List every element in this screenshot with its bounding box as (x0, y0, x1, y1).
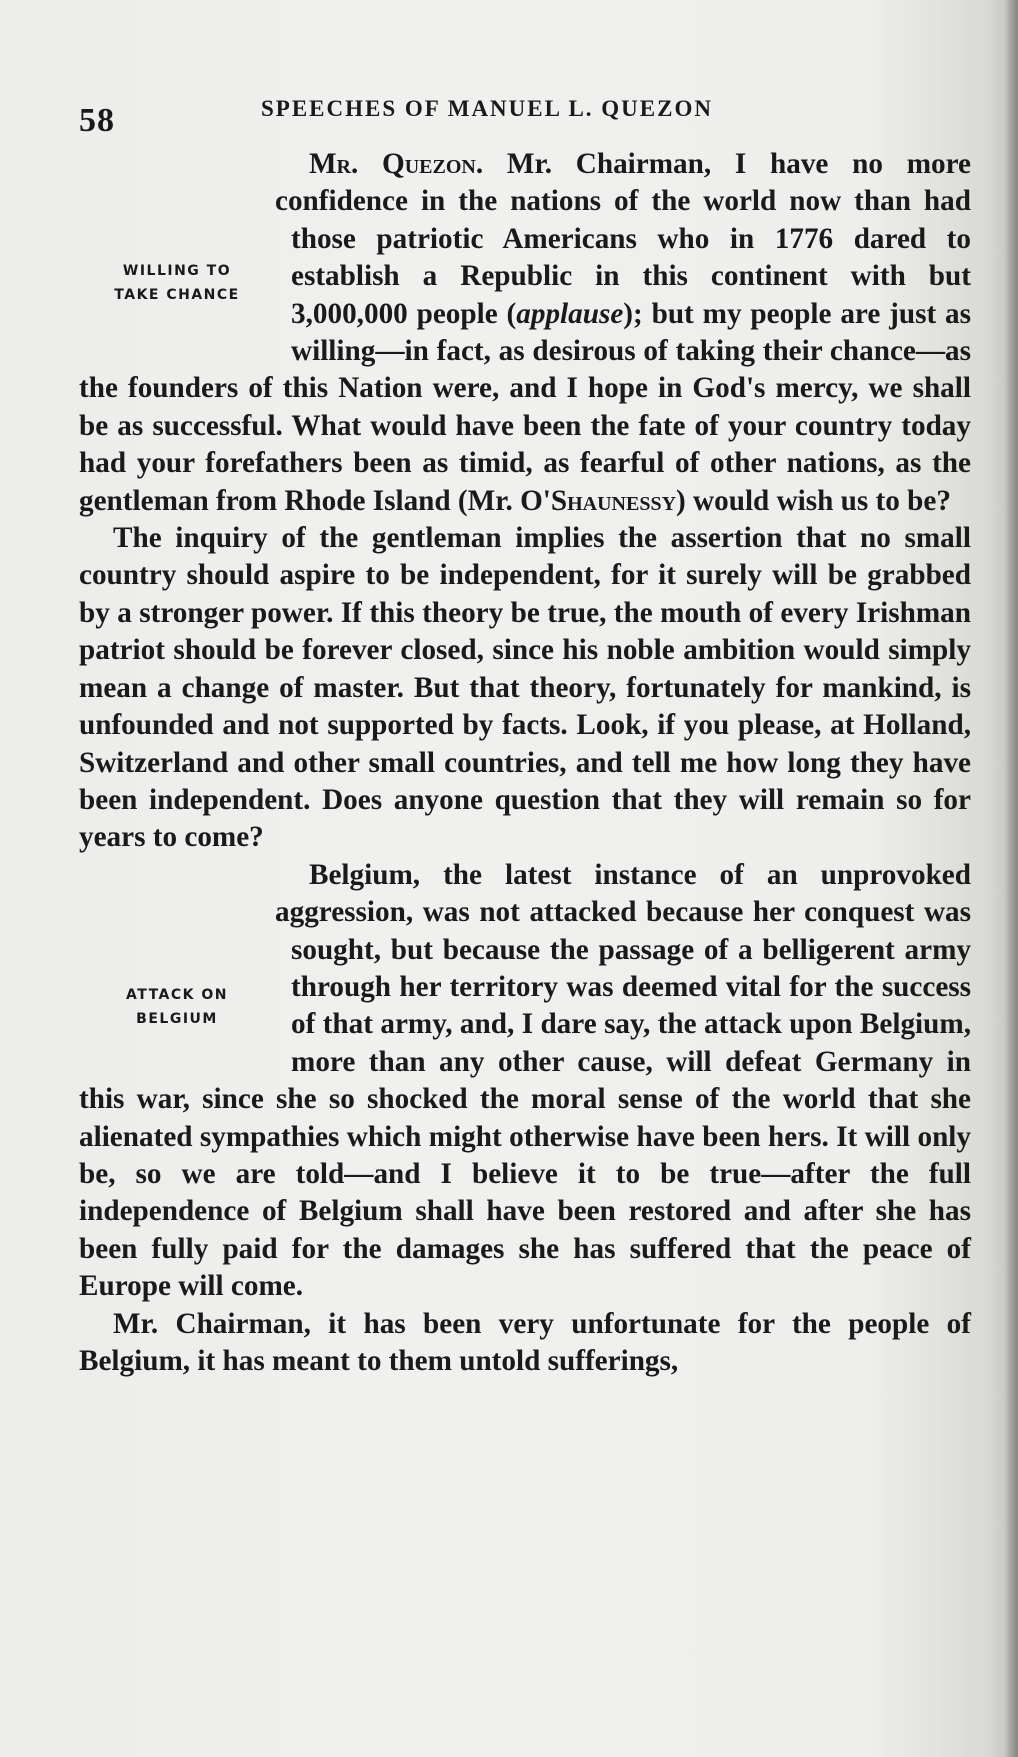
paragraph-2: The inquiry of the gentleman implies the assertion that no small country should aspire to be independent, for it surely will be grabbed by a stronger power. If this theory be true, the mouth of every Irishman patriot should be forever closed, since his noble ambition would simply mean a change of master. But that theory, fortunately for mankind, is unfounded and not supported by facts. Look, if you please, at Holland, Switzerland and other small countries, and tell me how long they have been independent. Does anyone question that they will remain so for years to come? (79, 522, 971, 854)
paragraph-text: ); but my people are just as willing—in fact, as desirous of taking their chance—as the founders of this Nation were, and I hope in God's mercy, we shall be as successful. What would have been the fate of your country today had your forefathers been as timid, as fearful of other nations, as the gentleman from Rhode Island (Mr. (79, 297, 971, 517)
body-text (79, 146, 971, 1380)
sidenote-line: BELGIUM (136, 1010, 218, 1027)
person-name: O'Shaunessy (520, 484, 677, 517)
page-header (79, 82, 984, 142)
sidenote-line: WILLING TO (122, 263, 232, 279)
paragraph-4: Mr. Chairman, it has been very unfortunate for the people of Belgium, it has meant to them untold sufferings, (79, 1307, 971, 1377)
sidenote-line: ATTACK ON (125, 986, 229, 1003)
running-title: SPEECHES OF MANUEL L. QUEZON (261, 96, 713, 121)
applause-note: applause (516, 297, 624, 330)
page-edge-shadow (1004, 0, 1018, 1757)
sidenote-spacer (79, 857, 275, 969)
sidenote-line: TAKE CHANCE (114, 287, 240, 303)
page-number: 58 (79, 102, 115, 139)
sidenote-attack-on-belgium (79, 969, 275, 1081)
paragraph-text: Mr. Chairman, I have no more confidence in the nations of the world now than had those patriotic Americans who in 1776 dared to establish a Republic in this continent with but 3,000,000 people ( (275, 148, 971, 330)
sidenote-willing-to-take-chance (79, 239, 275, 351)
sidenote-spacer (79, 146, 275, 239)
paragraph-text: ) would wish us to be? (676, 484, 951, 517)
paragraph-3: Belgium, the latest instance of an unprovoked aggression, was not attacked because her conquest was sought, but because the passage of a belligerent army through her territory was deemed vital for the success of that army, and, I dare say, the attack upon Belgium, more than any other cause, will defeat Germany in this war, since she so shocked the moral sense of the world that she alienated sympathies which might otherwise have been hers. It will only be, so we are told—and I believe it to be true—after the full independence of Belgium shall have been restored and after she has been fully paid for the damages she has suffered that the peace of Europe will come. (79, 858, 971, 1303)
speaker-name: Mr. Quezon. (309, 148, 484, 180)
